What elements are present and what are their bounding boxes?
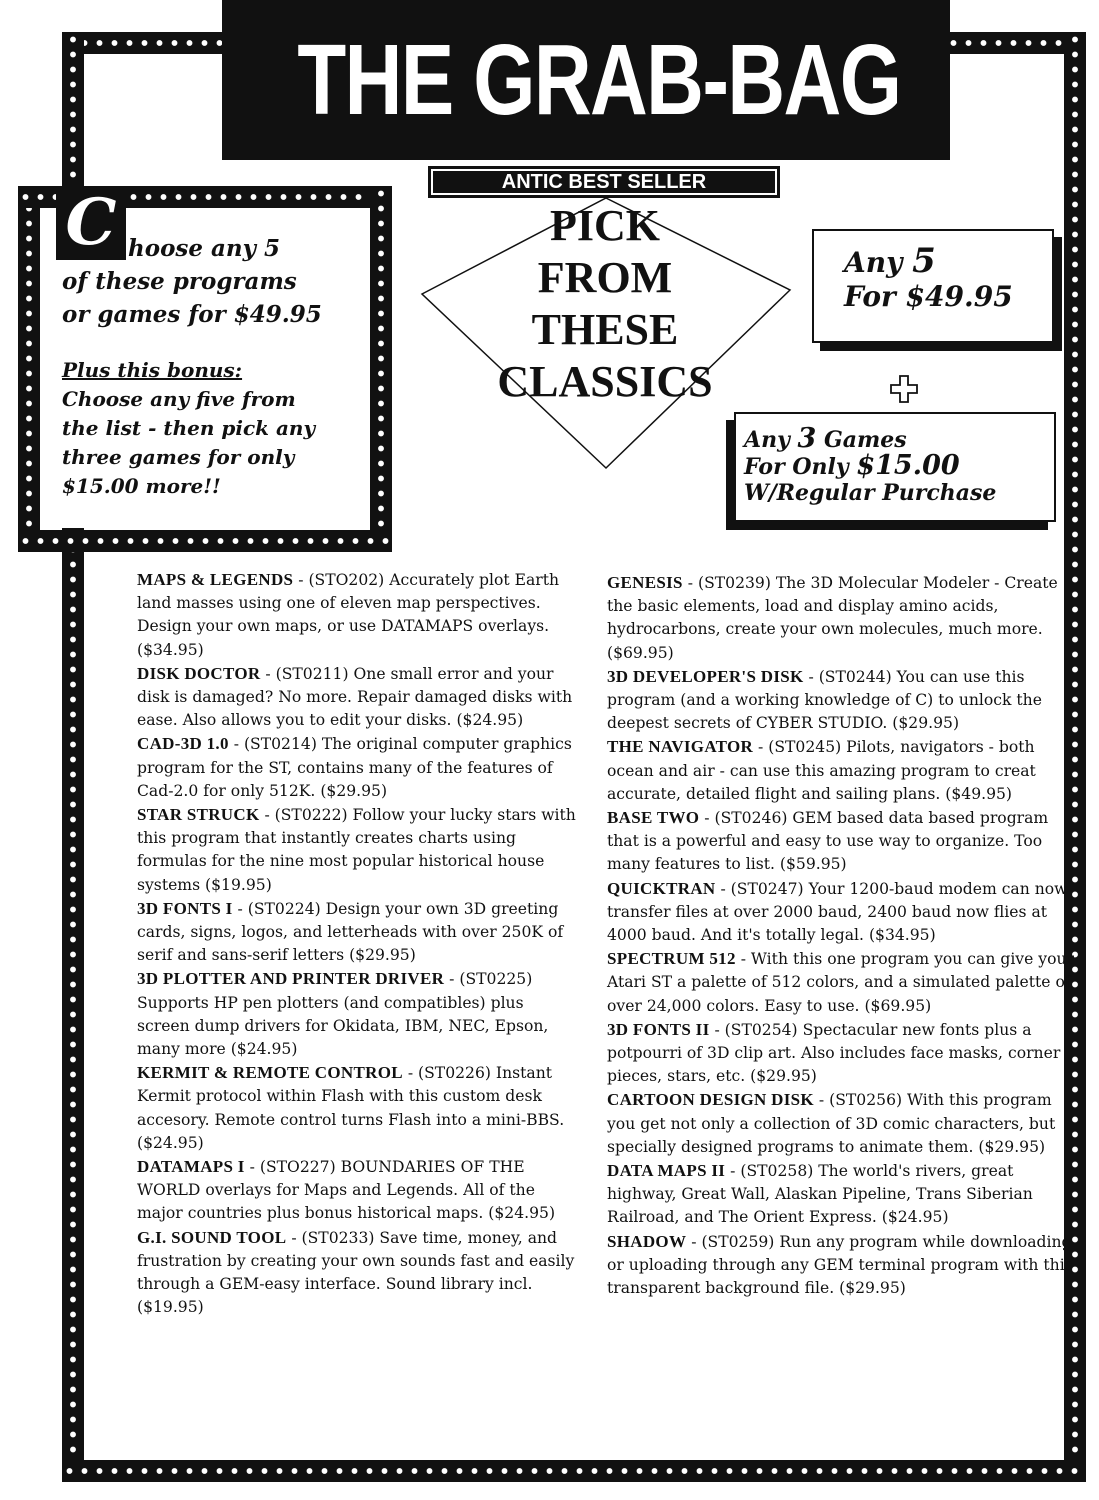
offer-2-condition: W/Regular Purchase [744,480,997,506]
program-description: - (ST0224) Design your own 3D greeting cards, signs, logos, and letterheads with over 250K of serif and sans-serif letters ($29.95) [137,899,564,965]
program-name: QUICKTRAN [607,878,716,898]
program-entry [607,571,1077,665]
promo-bonus [62,356,382,501]
program-entry [607,1018,1077,1089]
program-description: - (ST0256) With this program you get not only a collection of 3D comic characters, but specially designed programs to animate them. ($29.95) [607,1091,1056,1156]
program-entry [137,803,577,897]
program-name: GENESIS [607,573,683,592]
offer-1-price: For $49.95 [844,280,1013,313]
program-list-right [607,571,1077,1300]
program-name: 3D FONTS I [137,898,233,918]
title-banner [222,0,950,160]
best-seller-badge: ANTIC BEST SELLER [428,166,780,198]
promo-border-top-left [18,186,58,208]
program-entry [137,1226,577,1320]
program-description: - (ST0246) GEM based data based program that is a powerful and easy to use way to organize. Too many features to list. ($59.95) [607,809,1049,874]
plus-icon [889,374,919,404]
program-name: 3D DEVELOPER'S DISK [607,666,804,686]
program-description: - (ST0254) Spectacular new fonts plus a potpourri of 3D clip art. Also includes face masks, corner pieces, stars, etc. ($29.95) [607,1020,1061,1086]
program-name: BASE TWO [607,808,700,828]
program-description: - (ST0244) You can use this program (and a working knowledge of C) to unlock the deepest secrets of CYBER STUDIO. ($29.95) [607,667,1042,733]
program-name: DATA MAPS II [607,1161,726,1181]
program-description: - (ST0239) The 3D Molecular Modeler - Create the basic elements, load and display amino acids, hydrocarbons, create your own molecules, much more. ($69.95) [607,574,1058,662]
program-name: THE NAVIGATOR [607,737,754,757]
promo-text [62,232,382,331]
promo-line-1: hoose any 5 [128,235,280,262]
diamond-line-2: FROM [537,253,673,302]
program-entry [607,947,1077,1018]
program-description: - (ST0211) One small error and your disk is damaged? No more. Repair damaged disks with ease. Also allows you to edit your disks. ($24.95) [137,664,573,730]
program-name: G.I. SOUND TOOL [137,1227,287,1247]
program-entry [607,1159,1077,1230]
program-name: DISK DOCTOR [137,663,261,683]
program-description: - (ST0222) Follow your lucky stars with this program that instantly creates charts using formulas for the nine most popular historical house systems ($19.95) [137,806,576,894]
diamond-line-3: THESE [531,305,679,354]
program-entry [137,897,577,968]
program-description: - (STO227) BOUNDARIES OF THE WORLD overlays for Maps and Legends. All of the major countries plus bonus historical maps. ($24.95) [137,1158,556,1223]
program-name: SPECTRUM 512 [607,949,736,969]
page-title: THE GRAB-BAG [297,24,901,136]
program-name: CARTOON DESIGN DISK [607,1090,814,1110]
program-description: - (ST0247) Your 1200-baud modem can now transfer files at over 2000 baud, 2400 baud now flies at 4000 baud. And it's totally legal. ($34.95) [607,879,1068,945]
program-description: - With this one program you can give your Atari ST a palette of 512 colors, and a simulated palette of over 24,000 colors. Easy to use. ($69.95) [607,950,1075,1015]
promo-border-bottom [18,530,392,552]
diamond-text [470,200,740,408]
promo-line-2: of these programs [62,268,297,295]
program-description: - (ST0225) Supports HP pen plotters (and compatibles) plus screen dump drivers for Okidata, IBM, NEC, Epson, many more ($24.95) [137,970,549,1059]
promo-border-top [126,186,392,208]
drop-cap: C [56,186,126,260]
promo-line-3: or games for $49.95 [62,301,322,328]
offer-1-count: 5 [912,241,936,281]
bottom-border [62,1460,1086,1482]
offer-2-for-only: For Only [744,454,857,480]
program-entry [607,665,1077,736]
offer-2-price: $15.00 [856,450,960,481]
offer-2-any: Any [744,427,798,453]
program-entry [137,967,577,1061]
program-entry [137,732,577,803]
program-name: CAD-3D 1.0 [137,734,229,754]
program-description: - (ST0233) Save time, money, and frustration by creating your own sounds fast and easily through a GEM-easy interface. Sound library incl. ($19.95) [137,1228,575,1317]
program-entry [607,877,1077,948]
bonus-line-2: the list - then pick any [62,416,316,440]
program-name: STAR STRUCK [137,805,260,825]
bonus-heading: Plus this bonus: [62,358,243,382]
program-entry [137,568,577,662]
program-description: - (ST0214) The original computer graphics program for the ST, contains many of the features of Cad-2.0 for only 512K. ($29.95) [137,735,572,800]
bonus-line-4: $15.00 more!! [62,474,221,498]
program-entry [137,662,577,733]
program-description: - (ST0259) Run any program while downloading or uploading through any GEM terminal program with this transparent background file. ($29.95) [607,1232,1073,1298]
diamond-line-4: CLASSICS [497,357,713,406]
promo-border-left [18,186,40,548]
program-entry [607,1088,1077,1159]
program-entry [607,806,1077,877]
program-description: - (ST0258) The world's rivers, great highway, Great Wall, Alaskan Pipeline, Trans Siberian Railroad, and The Orient Express. ($24.95) [607,1162,1033,1227]
program-description: - (ST0245) Pilots, navigators - both ocean and air - can use this amazing program to creat accurate, detailed flight and sailing plans. ($49.95) [607,738,1036,803]
offer-2-count: 3 [797,423,817,454]
top-border-left [62,32,226,54]
program-name: 3D FONTS II [607,1019,710,1039]
program-name: KERMIT & REMOTE CONTROL [137,1063,403,1083]
bonus-line-1: Choose any five from [62,387,296,411]
program-entry [137,1061,577,1155]
program-name: DATAMAPS I [137,1157,245,1177]
offer-1-text [844,241,1013,314]
offer-2-games: Games [816,427,907,453]
program-description: - (STO202) Accurately plot Earth land masses using one of eleven map perspectives. Design your own maps, or use DATAMAPS overlays. ($34.95) [137,571,560,659]
program-entry [137,1155,577,1226]
program-entry [607,735,1077,806]
program-entry [607,1230,1077,1301]
program-name: SHADOW [607,1231,687,1251]
program-name: 3D PLOTTER AND PRINTER DRIVER [137,969,445,989]
program-list-left [137,568,577,1320]
program-description: - (ST0226) Instant Kermit protocol within Flash with this custom desk accesory. Remote control turns Flash into a mini-BBS. ($24.95) [137,1064,565,1152]
program-name: MAPS & LEGENDS [137,570,294,589]
diamond-line-1: PICK [550,201,660,250]
offer-1-any: Any [844,246,913,279]
offer-2-text [744,423,997,506]
bonus-line-3: three games for only [62,445,295,469]
